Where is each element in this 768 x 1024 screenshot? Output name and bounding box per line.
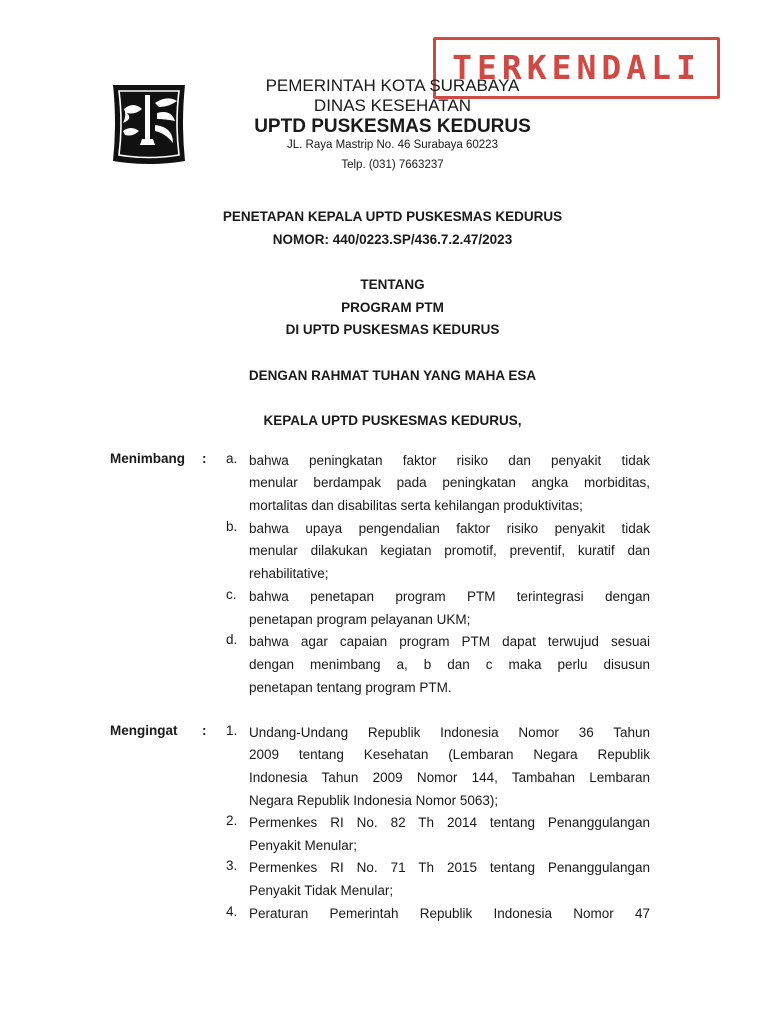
menimbang-mark-a: a. [226, 451, 238, 466]
mengingat-1-line: Negara Republik Indonesia Nomor 5063); [249, 793, 499, 808]
menimbang-d-line: bahwa agar capaian program PTM dapat terwujud sesuai [249, 634, 650, 649]
mengingat-mark-1: 1. [226, 723, 238, 738]
menimbang-mark-b: b. [226, 519, 238, 534]
mengingat-2-line: Penyakit Menular; [249, 838, 358, 853]
decree-number: NOMOR: 440/0223.SP/436.7.2.47/2023 [272, 232, 513, 247]
menimbang-b-line: menular dilakukan kegiatan promotif, preventif, kuratif dan [249, 543, 650, 558]
mengingat-3-line: Permenkes RI No. 71 Th 2015 tentang Penanggulangan [249, 860, 650, 875]
mengingat-label: Mengingat [110, 723, 178, 738]
header-government: PEMERINTAH KOTA SURABAYA [265, 76, 520, 95]
menimbang-d-line: dengan menimbang a, b dan c maka perlu disusun [249, 657, 650, 672]
menimbang-b-line: rehabilitative; [249, 566, 329, 581]
menimbang-label: Menimbang [110, 451, 186, 466]
decree-subject-1: PROGRAM PTM [341, 300, 444, 315]
city-crest-logo [109, 81, 189, 165]
menimbang-a-line: bahwa peningkatan faktor risiko dan penyakit tidak [249, 453, 650, 468]
header-department: DINAS KESEHATAN [313, 96, 472, 115]
menimbang-colon: : [202, 451, 207, 466]
menimbang-c-line: bahwa penetapan program PTM terintegrasi dengan [249, 589, 650, 604]
mengingat-colon: : [202, 723, 207, 738]
terkendali-stamp: TERKENDALI [433, 37, 720, 99]
decree-tentang: TENTANG [360, 277, 425, 292]
header-phone: Telp. (031) 7663237 [341, 159, 444, 171]
mengingat-4-line: Peraturan Pemerintah Republik Indonesia Nomor 47 [249, 906, 650, 921]
menimbang-a-line: menular berdampak pada peningkatan angka morbiditas, [249, 475, 650, 490]
mengingat-3-line: Penyakit Tidak Menular; [249, 883, 394, 898]
menimbang-a-line: mortalitas dan disabilitas serta kehilangan produktivitas; [249, 498, 583, 513]
header-institution: UPTD PUSKESMAS KEDURUS [254, 116, 531, 137]
mengingat-mark-3: 3. [226, 858, 238, 873]
menimbang-d-line: penetapan tentang program PTM. [249, 680, 452, 695]
menimbang-mark-d: d. [226, 632, 238, 647]
decree-title: PENETAPAN KEPALA UPTD PUSKESMAS KEDURUS [222, 209, 563, 224]
menimbang-c-line: penetapan program pelayanan UKM; [249, 612, 471, 627]
menimbang-mark-c: c. [226, 587, 237, 602]
mengingat-2-line: Permenkes RI No. 82 Th 2014 tentang Penanggulangan [249, 815, 650, 830]
mengingat-1-line: 2009 tentang Kesehatan (Lembaran Negara Republik [249, 747, 650, 762]
mengingat-mark-2: 2. [226, 813, 238, 828]
decree-subject-2: DI UPTD PUSKESMAS KEDURUS [285, 322, 500, 337]
mengingat-1-line: Indonesia Tahun 2009 Nomor 144, Tambahan Lembaran [249, 770, 650, 785]
mengingat-1-line: Undang-Undang Republik Indonesia Nomor 36 Tahun [249, 725, 650, 740]
decree-rahmat: DENGAN RAHMAT TUHAN YANG MAHA ESA [248, 368, 537, 383]
mengingat-mark-4: 4. [226, 904, 238, 919]
menimbang-b-line: bahwa upaya pengendalian faktor risiko penyakit tidak [249, 521, 650, 536]
header-address: JL. Raya Mastrip No. 46 Surabaya 60223 [287, 139, 498, 151]
decree-kepala: KEPALA UPTD PUSKESMAS KEDURUS, [263, 413, 522, 428]
